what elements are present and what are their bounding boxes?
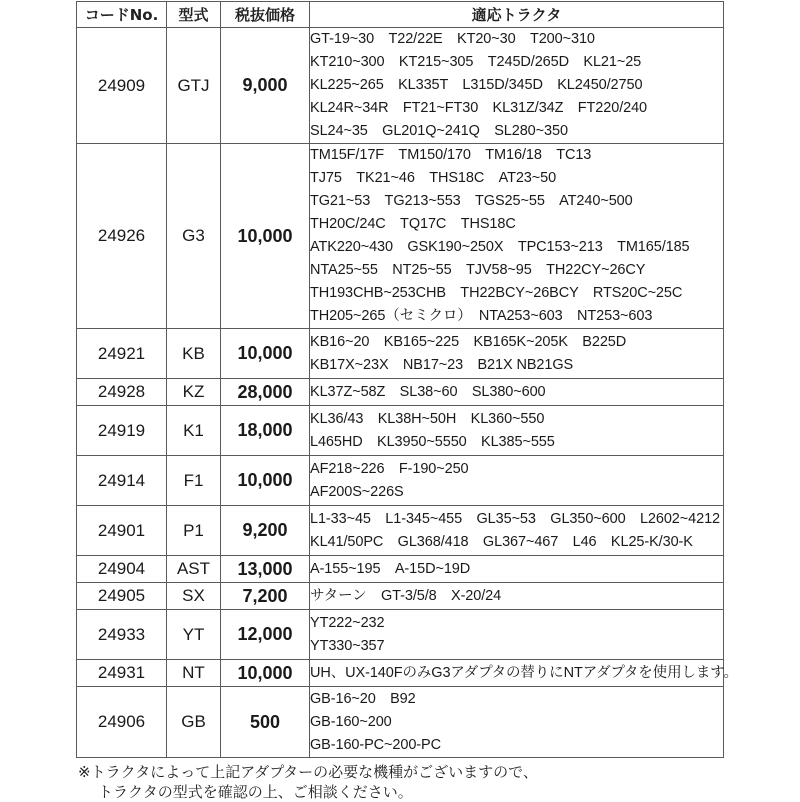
- table-row: [77, 660, 724, 687]
- product-code: 24931: [77, 660, 167, 687]
- tractor-line: KL41/50PC GL368/418 GL367~467 L46 KL25-K/30-K: [310, 533, 693, 550]
- table-row: [77, 28, 724, 144]
- tractor-line: YT330~357: [310, 637, 385, 654]
- price: 9,000: [221, 28, 310, 144]
- table-row: [77, 379, 724, 406]
- compatible-tractors: [310, 556, 724, 583]
- compatible-tractors: [310, 506, 724, 556]
- tractor-line: TH20C/24C TQ17C THS18C: [310, 216, 516, 232]
- price: 9,200: [221, 506, 310, 556]
- tractor-line: TJ75 TK21~46 THS18C AT23~50: [310, 170, 557, 186]
- product-code: 24905: [77, 583, 167, 610]
- tractor-line: KT210~300 KT215~305 T245D/265D KL21~25: [310, 54, 642, 70]
- compatible-tractors: [310, 610, 724, 660]
- model-type: YT: [167, 610, 221, 660]
- tractor-line: UH、UX-140FのみG3アダプタの替りにNTアダプタを使用します。: [310, 664, 738, 681]
- model-type: P1: [167, 506, 221, 556]
- product-code: 24919: [77, 406, 167, 456]
- compatible-tractors: [310, 28, 724, 144]
- product-code: 24914: [77, 456, 167, 506]
- model-type: KZ: [167, 379, 221, 406]
- price: 7,200: [221, 583, 310, 610]
- product-code: 24926: [77, 144, 167, 329]
- model-type: G3: [167, 144, 221, 329]
- model-type: SX: [167, 583, 221, 610]
- price: 13,000: [221, 556, 310, 583]
- product-code: 24904: [77, 556, 167, 583]
- model-type: AST: [167, 556, 221, 583]
- tractor-line: NTA25~55 NT25~55 TJV58~95 TH22CY~26CY: [310, 262, 646, 278]
- table-row: [77, 687, 724, 758]
- tractor-line: KL24R~34R FT21~FT30 KL31Z/34Z FT220/240: [310, 100, 648, 116]
- tractor-line: YT222~232: [310, 614, 385, 631]
- tractor-line: GB-160~200: [310, 713, 392, 730]
- tractor-line: GT-19~30 T22/22E KT20~30 T200~310: [310, 31, 595, 47]
- compatible-tractors: [310, 687, 724, 758]
- price: 500: [221, 687, 310, 758]
- price: 10,000: [221, 329, 310, 379]
- compatible-tractors: [310, 406, 724, 456]
- footnote-line-1: ※トラクタによって上記アダプターの必要な機種がございますので、: [78, 763, 538, 781]
- table-row: [77, 329, 724, 379]
- tractor-line: KB17X~23X NB17~23 B21X NB21GS: [310, 356, 574, 373]
- price: 18,000: [221, 406, 310, 456]
- price: 10,000: [221, 456, 310, 506]
- tractor-line: L465HD KL3950~5550 KL385~555: [310, 433, 555, 450]
- adapter-table: [76, 1, 738, 758]
- product-code: 24921: [77, 329, 167, 379]
- model-type: KB: [167, 329, 221, 379]
- compatible-tractors: [310, 583, 724, 610]
- tractor-line: KL36/43 KL38H~50H KL360~550: [310, 410, 545, 427]
- table-row: [77, 610, 724, 660]
- price: 10,000: [221, 660, 310, 687]
- tractor-line: SL24~35 GL201Q~241Q SL280~350: [310, 123, 568, 139]
- compatible-tractors: [310, 379, 724, 406]
- tractor-line: TH193CHB~253CHB TH22BCY~26BCY RTS20C~25C: [310, 285, 683, 301]
- header-type: 型式: [167, 2, 221, 28]
- model-type: F1: [167, 456, 221, 506]
- model-type: GB: [167, 687, 221, 758]
- table-row: [77, 456, 724, 506]
- header-code: コードNo.: [77, 2, 167, 28]
- product-code: 24933: [77, 610, 167, 660]
- tractor-line: TM15F/17F TM150/170 TM16/18 TC13: [310, 147, 592, 163]
- tractor-line: AF218~226 F-190~250: [310, 460, 469, 477]
- table-header-row: [77, 2, 724, 28]
- product-code: 24901: [77, 506, 167, 556]
- model-type: K1: [167, 406, 221, 456]
- tractor-line: L1-33~45 L1-345~455 GL35~53 GL350~600 L2602~4212: [310, 510, 721, 527]
- table-row: [77, 406, 724, 456]
- compatible-tractors: [310, 329, 724, 379]
- tractor-line: サターン GT-3/5/8 X-20/24: [310, 587, 502, 604]
- tractor-line: GB-160-PC~200-PC: [310, 736, 441, 753]
- table-row: [77, 506, 724, 556]
- tractor-line: TG21~53 TG213~553 TGS25~55 AT240~500: [310, 193, 633, 209]
- tractor-line: KL37Z~58Z SL38~60 SL380~600: [310, 383, 546, 400]
- tractor-line: KB16~20 KB165~225 KB165K~205K B225D: [310, 333, 627, 350]
- tractor-line: TH205~265（セミクロ） NTA253~603 NT253~603: [310, 308, 653, 324]
- compatible-tractors: [310, 660, 738, 687]
- price: 12,000: [221, 610, 310, 660]
- tractor-line: ATK220~430 GSK190~250X TPC153~213 TM165/185: [310, 239, 690, 255]
- table-row: [77, 583, 724, 610]
- tractor-line: KL225~265 KL335T L315D/345D KL2450/2750: [310, 77, 643, 93]
- compatible-tractors: [310, 144, 724, 329]
- header-price: 税抜価格: [221, 2, 310, 28]
- price: 10,000: [221, 144, 310, 329]
- tractor-line: AF200S~226S: [310, 483, 404, 500]
- header-tractors: 適応トラクタ: [310, 2, 724, 28]
- price: 28,000: [221, 379, 310, 406]
- compatible-tractors: [310, 456, 724, 506]
- product-code: 24909: [77, 28, 167, 144]
- table-row: [77, 556, 724, 583]
- tractor-line: A-155~195 A-15D~19D: [310, 560, 471, 577]
- footnote-line-2: トラクタの型式を確認の上、ご相談ください。: [98, 783, 413, 801]
- model-type: GTJ: [167, 28, 221, 144]
- product-code: 24928: [77, 379, 167, 406]
- model-type: NT: [167, 660, 221, 687]
- table-row: [77, 144, 724, 329]
- product-code: 24906: [77, 687, 167, 758]
- footnote: [78, 762, 538, 802]
- tractor-line: GB-16~20 B92: [310, 690, 416, 707]
